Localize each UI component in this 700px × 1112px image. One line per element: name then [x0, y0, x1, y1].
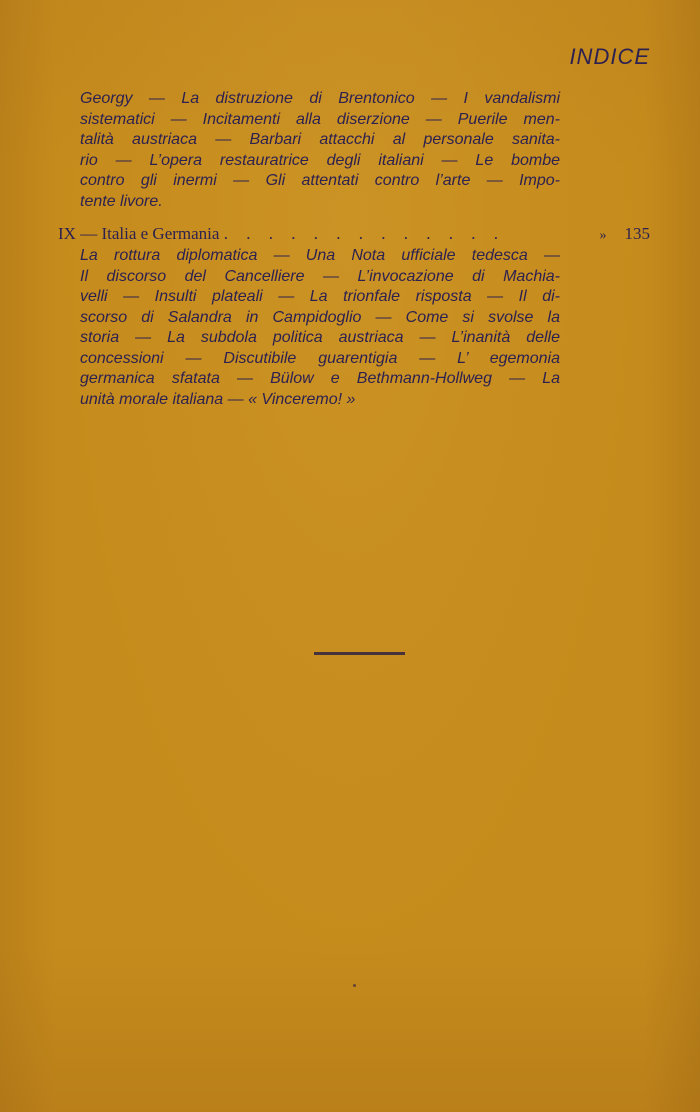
- chapter-entry: [58, 222, 650, 410]
- summary-line: scorso di Salandra in Campidoglio — Come si svolse la: [80, 308, 560, 326]
- chapter-heading-line: [58, 222, 650, 246]
- summary-line: La rottura diplomatica — Una Nota ufficiale tedesca —: [80, 247, 560, 264]
- previous-chapter-summary: [80, 89, 560, 212]
- summary-line: Il discorso del Cancelliere — L’invocazione di Machia-: [80, 267, 560, 285]
- summary-line: unità morale italiana — « Vinceremo! »: [80, 390, 356, 408]
- summary-line: Georgy — La distruzione di Brentonico — I vandalismi: [80, 90, 560, 107]
- summary-line: sistematici — Incitamenti alla diserzione — Puerile men-: [80, 110, 560, 128]
- summary-line: contro gli inermi — Gli attentati contro l’arte — Impo-: [80, 172, 560, 189]
- page-number: 135: [624, 224, 650, 243]
- chapter-title: Italia e Germania: [101, 224, 220, 243]
- summary-line: velli — Insulti plateali — La trionfale risposta — Il di-: [80, 288, 560, 305]
- chapter-number: IX —: [58, 224, 98, 243]
- end-rule: [314, 652, 405, 655]
- page-reference: [600, 222, 651, 248]
- summary-line: rio — L’opera restauratrice degli italiani — Le bombe: [80, 151, 560, 169]
- page-marker: »: [599, 228, 607, 243]
- chapter-summary: [80, 246, 560, 410]
- summary-line: storia — La subdola politica austriaca — L’inanità delle: [80, 329, 560, 346]
- index-content: [58, 89, 650, 410]
- running-head: INDICE: [569, 44, 650, 69]
- summary-line: germanica sfatata — Bülow e Bethmann-Hollweg — La: [80, 370, 560, 387]
- summary-line: talità austriaca — Barbari attacchi al personale sanita-: [80, 131, 560, 148]
- dot-leaders: . . . . . . . . . . . . .: [223, 224, 505, 243]
- summary-line: concessioni — Discutibile guarentigia — L’ egemonia: [80, 349, 560, 367]
- summary-line: tente livore.: [80, 192, 163, 210]
- paper-speck: [353, 984, 356, 987]
